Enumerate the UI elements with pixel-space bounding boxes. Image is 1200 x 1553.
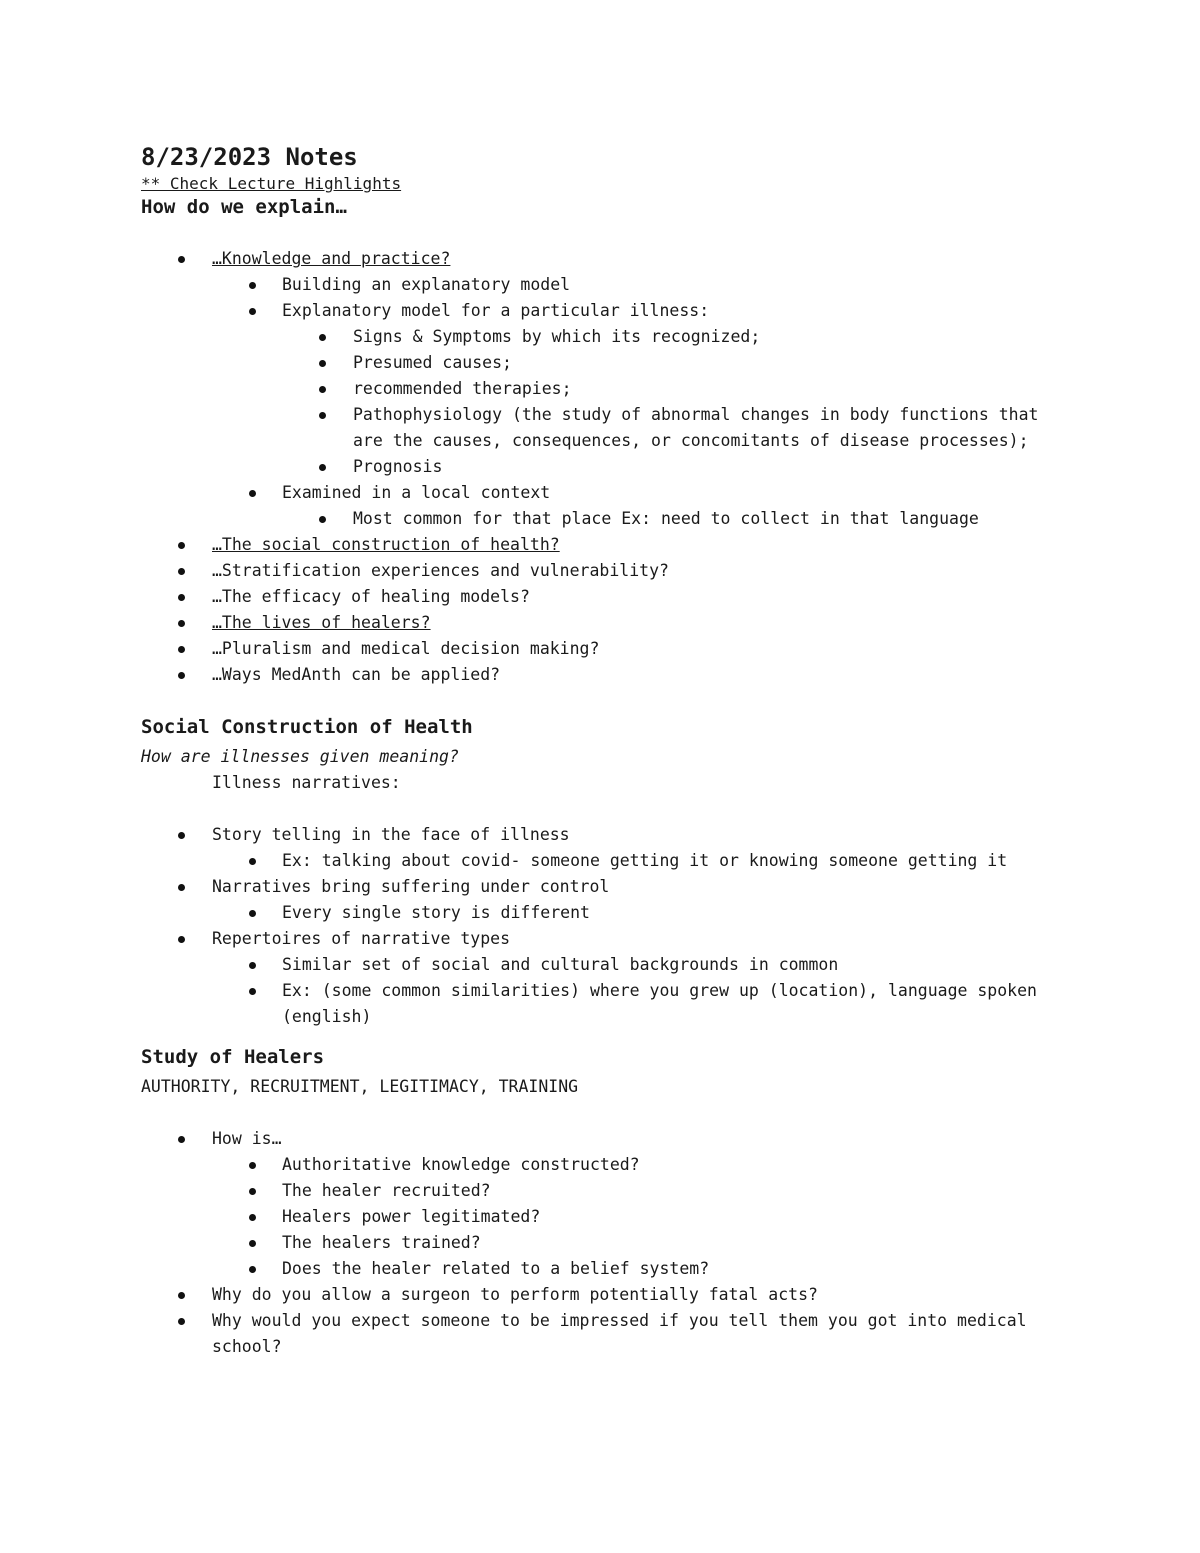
bullet-icon xyxy=(178,832,185,839)
bullet-icon xyxy=(178,1136,185,1143)
bullet-icon xyxy=(319,386,326,393)
section-heading-study-of-healers: Study of Healers xyxy=(141,1046,325,1068)
bullet-icon xyxy=(178,620,185,627)
list-item: Authoritative knowledge constructed? xyxy=(141,1152,1041,1178)
bullet-icon xyxy=(319,360,326,367)
bullet-icon xyxy=(178,256,185,263)
section-heading-explain: How do we explain… xyxy=(141,196,347,218)
list-item: …The lives of healers? xyxy=(141,610,1041,636)
list-item: recommended therapies; xyxy=(141,376,1041,402)
bullet-icon xyxy=(319,464,326,471)
bullet-icon xyxy=(249,1266,256,1273)
list-item: Story telling in the face of illness xyxy=(141,822,1041,848)
bullet-icon xyxy=(249,962,256,969)
list-item: Presumed causes; xyxy=(141,350,1041,376)
list-item: Does the healer related to a belief system? xyxy=(141,1256,1041,1282)
list-item: Narratives bring suffering under control xyxy=(141,874,1041,900)
page-title: 8/23/2023 Notes xyxy=(141,143,358,171)
bullet-icon xyxy=(249,858,256,865)
list-item: How is… xyxy=(141,1126,1041,1152)
list-item: Building an explanatory model xyxy=(141,272,1041,298)
list-item: Most common for that place Ex: need to collect in that language xyxy=(141,506,1041,532)
list-item: Every single story is different xyxy=(141,900,1041,926)
list-item: Similar set of social and cultural backgrounds in common xyxy=(141,952,1041,978)
bullet-icon xyxy=(249,282,256,289)
bullet-icon xyxy=(178,672,185,679)
list-item: …The efficacy of healing models? xyxy=(141,584,1041,610)
spacer xyxy=(141,688,1041,714)
check-lecture-note: ** Check Lecture Highlights xyxy=(141,174,402,193)
bullet-icon xyxy=(249,1188,256,1195)
bullet-icon xyxy=(178,646,185,653)
bullet-icon xyxy=(178,568,185,575)
bullet-icon xyxy=(249,1214,256,1221)
list-item: Prognosis xyxy=(141,454,1041,480)
bullet-icon xyxy=(319,334,326,341)
bullet-icon xyxy=(319,516,326,523)
list-item: …The social construction of health? xyxy=(141,532,1041,558)
list-item: Explanatory model for a particular illness: xyxy=(141,298,1041,324)
narratives-label: Illness narratives: xyxy=(212,773,401,792)
document-page xyxy=(141,140,1041,1360)
bullet-icon xyxy=(249,988,256,995)
list-item: Why would you expect someone to be impressed if you tell them you got into medical school? xyxy=(141,1308,1041,1360)
bullet-icon xyxy=(178,542,185,549)
list-item: The healer recruited? xyxy=(141,1178,1041,1204)
list-item: Why do you allow a surgeon to perform potentially fatal acts? xyxy=(141,1282,1041,1308)
bullet-icon xyxy=(249,490,256,497)
bullet-icon xyxy=(249,910,256,917)
bullet-icon xyxy=(249,1162,256,1169)
spacer xyxy=(141,1030,1041,1044)
list-item: Repertoires of narrative types xyxy=(141,926,1041,952)
bullet-icon xyxy=(178,884,185,891)
list-item: Pathophysiology (the study of abnormal changes in body functions that are the causes, consequences, or concomitants of disease processes); xyxy=(141,402,1041,454)
bullet-icon xyxy=(178,1318,185,1325)
bullet-icon xyxy=(249,308,256,315)
list-item: …Pluralism and medical decision making? xyxy=(141,636,1041,662)
spacer xyxy=(141,1100,1041,1126)
list-item: The healers trained? xyxy=(141,1230,1041,1256)
list-item: Signs & Symptoms by which its recognized; xyxy=(141,324,1041,350)
section-subheading: How are illnesses given meaning? xyxy=(141,747,459,766)
spacer xyxy=(141,796,1041,822)
bullet-icon xyxy=(178,1292,185,1299)
bullet-icon xyxy=(178,594,185,601)
list-item: …Stratification experiences and vulnerability? xyxy=(141,558,1041,584)
list-item: Ex: talking about covid- someone getting it or knowing someone getting it xyxy=(141,848,1041,874)
bullet-icon xyxy=(178,936,185,943)
section-heading-social-construction: Social Construction of Health xyxy=(141,716,473,738)
keywords-line: AUTHORITY, RECRUITMENT, LEGITIMACY, TRAINING xyxy=(141,1077,579,1096)
bullet-icon xyxy=(249,1240,256,1247)
list-item: Examined in a local context xyxy=(141,480,1041,506)
bullet-icon xyxy=(319,412,326,419)
list-item: Healers power legitimated? xyxy=(141,1204,1041,1230)
list-item: …Knowledge and practice? xyxy=(141,246,1041,272)
list-item: Ex: (some common similarities) where you grew up (location), language spoken (english) xyxy=(141,978,1041,1030)
list-item: …Ways MedAnth can be applied? xyxy=(141,662,1041,688)
